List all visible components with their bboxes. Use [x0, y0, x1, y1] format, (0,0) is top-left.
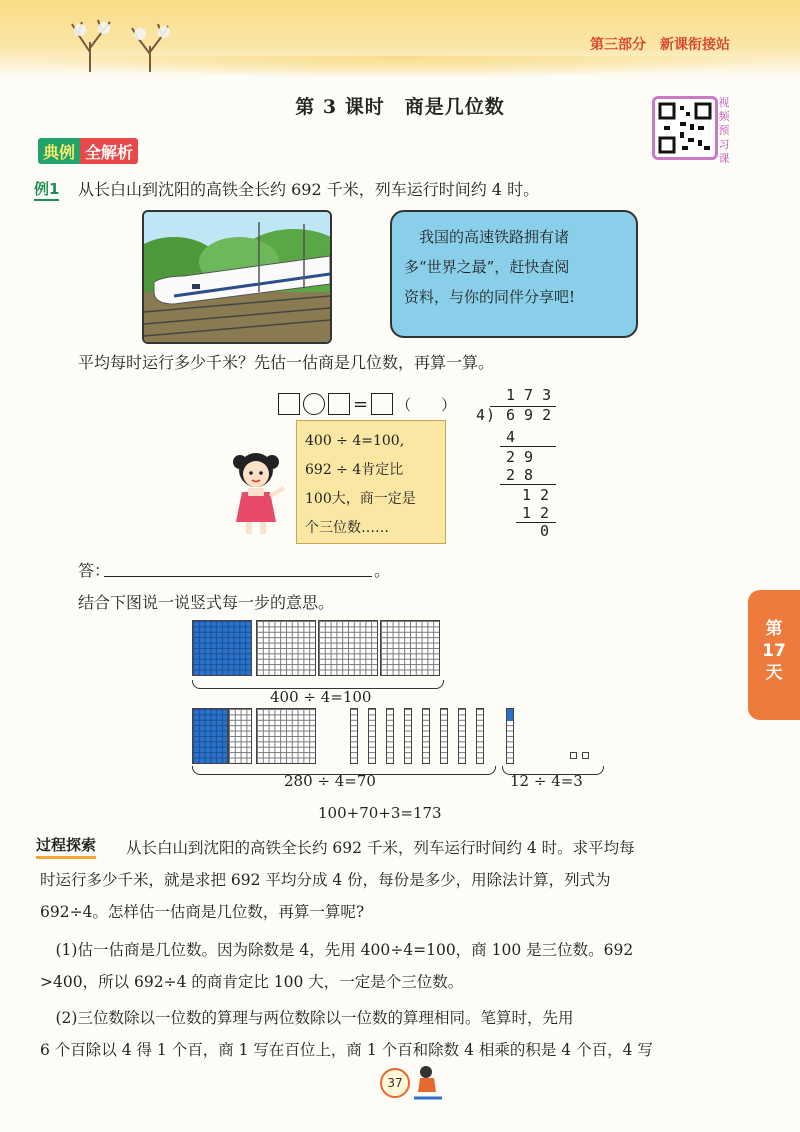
ldiv-dividend: 6 9 2 — [506, 406, 552, 424]
caption-row1: 400 ÷ 4=100 — [270, 688, 372, 706]
day-tab[interactable] — [748, 590, 800, 720]
unit-cube — [570, 752, 577, 759]
speech-line: 资料，与你的同伴分享吧! — [404, 288, 576, 306]
ldiv-quotient: 1 7 3 — [506, 386, 552, 404]
ten-rod — [386, 708, 394, 764]
train-illustration — [142, 210, 332, 344]
badge-part2: 全解析 — [80, 138, 138, 164]
skating-kid-icon — [408, 1064, 448, 1104]
page-title: 第 3 课时 商是几位数 — [295, 96, 505, 118]
process-line: 6 个百除以 4 得 1 个百，商 1 写在百位上，商 1 个百和除数 4 相乘的积是 4 个百，4 写 — [40, 1041, 653, 1059]
question-text: 平均每时运行多少千米？先估一估商是几位数，再算一算。 — [78, 353, 495, 372]
qr-label: 视 频 预 习 课 — [718, 96, 730, 165]
process-line: (1)估一估商是几位数。因为除数是 4，先用 400÷4=100，商 100 是三位数。692 — [40, 941, 634, 959]
qr-code-icon[interactable] — [652, 96, 718, 160]
process-line: 时运行多少千米，就是求把 692 平均分成 4 份，每份是多少，用除法计算，列式为 — [40, 871, 611, 889]
blank-box[interactable] — [371, 393, 393, 415]
caption-row2: 280 ÷ 4=70 — [284, 772, 376, 790]
bubble-line: 100大，商一定是 — [305, 491, 416, 507]
bubble-line: 个三位数…… — [305, 520, 389, 536]
speech-bubble — [390, 210, 638, 338]
answer-end: 。 — [374, 561, 391, 580]
example-tag: 例1 — [34, 178, 59, 201]
explain-prompt: 结合下图说一说竖式每一步的意思。 — [78, 593, 335, 612]
example-text: 从长白山到沈阳的高铁全长约 692 千米，列车运行时间约 4 时。 — [78, 180, 540, 199]
hundred-block — [256, 708, 316, 764]
process-line: 692÷4。怎样估一估商是几位数，再算一算呢? — [40, 903, 365, 921]
hundred-block-shaded — [192, 620, 252, 676]
tens-shaded — [192, 708, 228, 764]
bubble-line: 692 ÷ 4肯定比 — [305, 462, 404, 478]
day-tab-text: 天 — [765, 663, 783, 683]
girl-thought-bubble — [296, 420, 446, 544]
ldiv-divisor: 4 — [476, 406, 486, 424]
page-number: 37 — [380, 1068, 410, 1098]
hundred-block — [380, 620, 440, 676]
speech-line: 我国的高速铁路拥有诸 — [404, 228, 570, 246]
ten-rod — [440, 708, 448, 764]
tens-block — [228, 708, 252, 764]
ten-rod-partial — [506, 708, 514, 764]
ldiv-remainder: 0 — [540, 522, 550, 540]
ten-rod — [350, 708, 358, 764]
answer-label: 答： — [78, 561, 111, 580]
long-division: 1 7 3 4 ) 6 9 2 4 2 9 2 8 1 2 1 2 0 — [470, 386, 560, 536]
ldiv-step: 1 2 — [522, 504, 550, 522]
unit-cube — [582, 752, 589, 759]
ldiv-step: 2 8 — [506, 466, 534, 484]
ten-rod — [368, 708, 376, 764]
process-line: (2)三位数除以一位数的算理与两位数除以一位数的算理相同。笔算时，先用 — [40, 1009, 574, 1027]
ten-rod — [476, 708, 484, 764]
ldiv-step: 4 — [506, 428, 516, 446]
unit-parentheses[interactable]: （ ） — [396, 395, 457, 414]
hundred-block — [256, 620, 316, 676]
process-tag: 过程探索 — [36, 834, 96, 859]
answer-blank[interactable] — [104, 576, 372, 577]
section-badge — [38, 138, 138, 164]
ten-rod — [422, 708, 430, 764]
ten-rod — [458, 708, 466, 764]
caption-row2b: 12 ÷ 4=3 — [510, 772, 583, 790]
badge-part1: 典例 — [38, 138, 80, 164]
blank-box[interactable] — [278, 393, 300, 415]
bubble-line: 400 ÷ 4=100, — [305, 433, 405, 449]
section-label: 第三部分 — [590, 37, 646, 53]
hundred-block — [318, 620, 378, 676]
girl-illustration — [226, 448, 292, 538]
equals-sign: = — [353, 393, 369, 415]
blank-box[interactable] — [328, 393, 350, 415]
ten-rod — [404, 708, 412, 764]
equation-blanks — [278, 392, 456, 416]
operator-circle[interactable] — [303, 393, 325, 415]
ldiv-step: 2 9 — [506, 448, 534, 466]
process-line: >400，所以 692÷4 的商肯定比 100 大，一定是个三位数。 — [40, 973, 464, 991]
caption-sum: 100+70+3=173 — [318, 804, 442, 822]
day-tab-number: 17 — [762, 641, 786, 661]
day-tab-text: 第 — [765, 619, 783, 639]
ldiv-step: 1 2 — [522, 486, 550, 504]
process-line: 从长白山到沈阳的高铁全长约 692 千米，列车运行时间约 4 时。求平均每 — [126, 839, 635, 857]
speech-line: 多“世界之最”，赶快查阅 — [404, 258, 570, 276]
subsection-label: 新课衔接站 — [660, 37, 730, 53]
tree-illustration — [60, 12, 190, 74]
